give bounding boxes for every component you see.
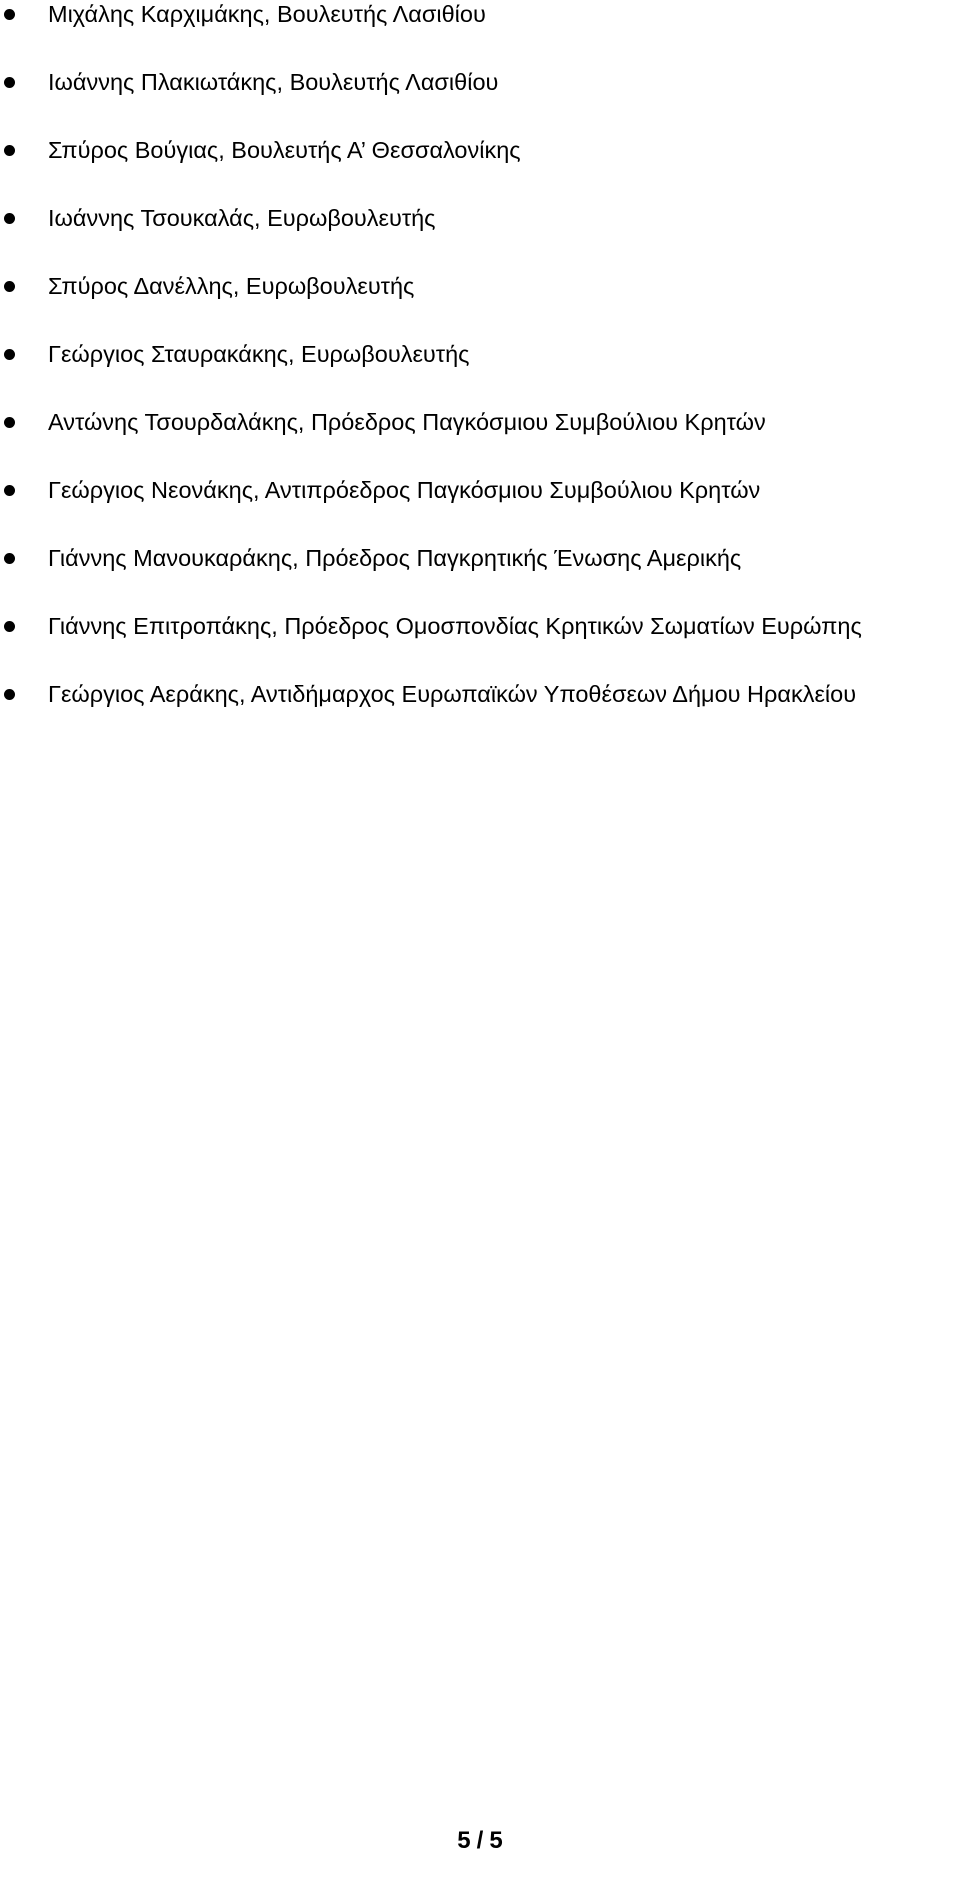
attendee-text: Γιάννης Επιτροπάκης, Πρόεδρος Ομοσπονδίας Κρητικών Σωματίων Ευρώπης bbox=[48, 613, 862, 639]
attendee-text: Γεώργιος Νεονάκης, Αντιπρόεδρος Παγκόσμιου Συμβούλιου Κρητών bbox=[48, 477, 761, 503]
attendee-text: Σπύρος Δανέλλης, Ευρωβουλευτής bbox=[48, 273, 415, 299]
page-separator: / bbox=[476, 1827, 484, 1854]
attendee-text: Σπύρος Βούγιας, Βουλευτής Α’ Θεσσαλονίκης bbox=[48, 137, 521, 163]
bullet-icon bbox=[4, 553, 15, 564]
list-item bbox=[0, 0, 960, 48]
list-item bbox=[0, 660, 960, 728]
attendee-text: Γιάννης Μανουκαράκης, Πρόεδρος Παγκρητικής Ένωσης Αμερικής bbox=[48, 545, 742, 571]
list-item bbox=[0, 252, 960, 320]
bullet-icon bbox=[4, 621, 15, 632]
bullet-icon bbox=[4, 213, 15, 224]
attendee-text: Γεώργιος Σταυρακάκης, Ευρωβουλευτής bbox=[48, 341, 470, 367]
attendee-text: Αντώνης Τσουρδαλάκης, Πρόεδρος Παγκόσμιου Συμβούλιου Κρητών bbox=[48, 409, 766, 435]
bullet-icon bbox=[4, 281, 15, 292]
list-item bbox=[0, 320, 960, 388]
page-number bbox=[0, 1826, 960, 1856]
list-item bbox=[0, 116, 960, 184]
attendee-text: Μιχάλης Καρχιμάκης, Βουλευτής Λασιθίου bbox=[48, 1, 486, 27]
bullet-icon bbox=[4, 77, 15, 88]
bullet-icon bbox=[4, 145, 15, 156]
attendee-list bbox=[0, 0, 960, 728]
bullet-icon bbox=[4, 9, 15, 20]
list-item bbox=[0, 592, 960, 660]
current-page: 5 bbox=[457, 1827, 471, 1854]
attendee-text: Ιωάννης Πλακιωτάκης, Βουλευτής Λασιθίου bbox=[48, 69, 499, 95]
list-item bbox=[0, 48, 960, 116]
attendee-text: Γεώργιος Αεράκης, Αντιδήμαρχος Ευρωπαϊκών Υποθέσεων Δήμου Ηρακλείου bbox=[48, 681, 857, 707]
list-item bbox=[0, 388, 960, 456]
list-item bbox=[0, 524, 960, 592]
list-item bbox=[0, 456, 960, 524]
list-item bbox=[0, 184, 960, 252]
bullet-icon bbox=[4, 485, 15, 496]
bullet-icon bbox=[4, 689, 15, 700]
bullet-icon bbox=[4, 417, 15, 428]
attendee-text: Ιωάννης Τσουκαλάς, Ευρωβουλευτής bbox=[48, 205, 436, 231]
bullet-icon bbox=[4, 349, 15, 360]
total-pages: 5 bbox=[489, 1827, 503, 1854]
